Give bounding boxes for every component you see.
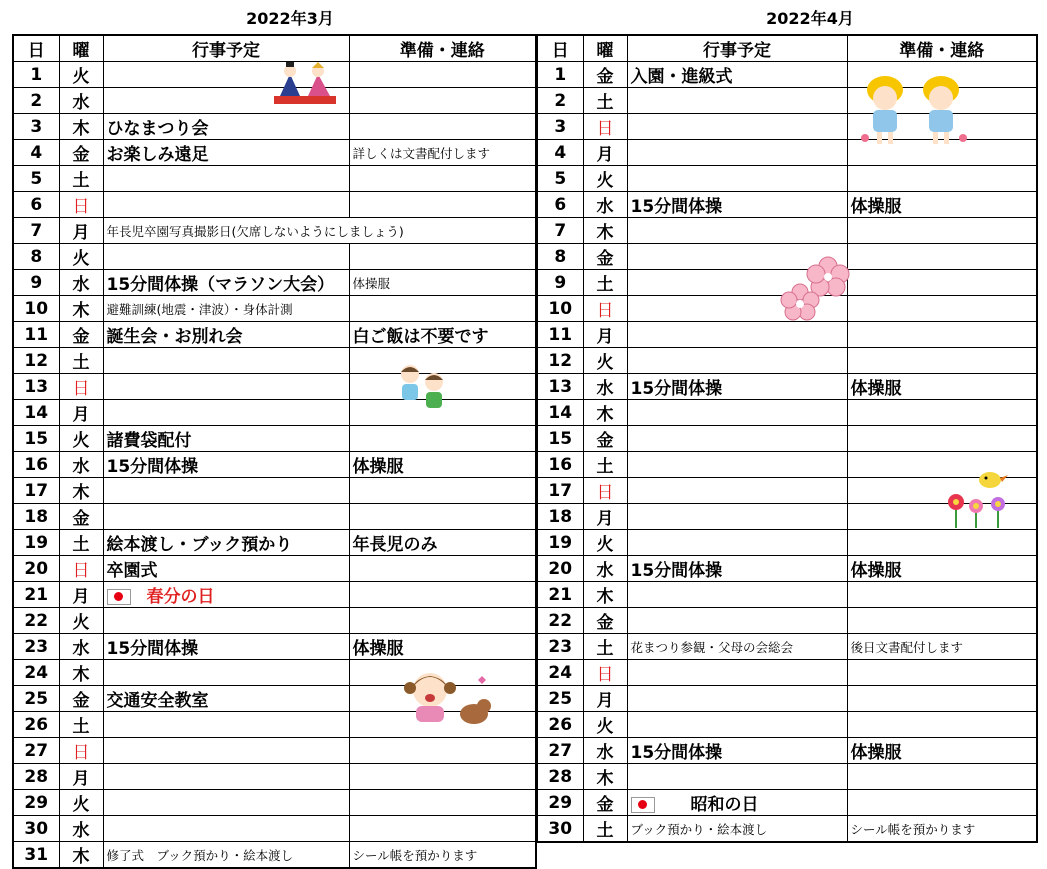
- day-number: 25: [537, 686, 583, 712]
- day-number: 9: [13, 270, 59, 296]
- calendar-row: [537, 764, 1037, 790]
- calendar-row: [13, 322, 536, 348]
- note-cell: [349, 764, 536, 790]
- weekday: 日: [59, 738, 103, 764]
- calendar-row: [537, 660, 1037, 686]
- calendar-row: [13, 166, 536, 192]
- note-cell: 体操服: [847, 374, 1037, 400]
- day-number: 13: [537, 374, 583, 400]
- calendar-row: [537, 400, 1037, 426]
- day-number: 23: [537, 634, 583, 660]
- calendar-row: [13, 244, 536, 270]
- event-cell: 修了式 ブック預かり・絵本渡し: [103, 842, 349, 869]
- calendar-row: [537, 374, 1037, 400]
- day-number: 28: [537, 764, 583, 790]
- april-header-row: [537, 35, 1037, 62]
- event-cell: 15分間体操: [627, 556, 847, 582]
- event-cell: [103, 374, 349, 400]
- day-number: 18: [13, 504, 59, 530]
- hina-dolls-icon: [272, 60, 338, 106]
- day-number: 22: [537, 608, 583, 634]
- weekday: 日: [59, 192, 103, 218]
- event-cell: [627, 764, 847, 790]
- note-cell: シール帳を預かります: [847, 816, 1037, 843]
- weekday: 月: [59, 764, 103, 790]
- event-cell: [627, 400, 847, 426]
- event-cell: [103, 582, 349, 608]
- weekday: 金: [583, 62, 627, 88]
- event-cell: ひなまつり会: [103, 114, 349, 140]
- event-cell: [627, 504, 847, 530]
- day-number: 16: [13, 452, 59, 478]
- event-cell: [103, 244, 349, 270]
- weekday: 土: [583, 452, 627, 478]
- calendar-row: [537, 738, 1037, 764]
- children-walking-icon: [855, 68, 975, 148]
- sakura-flower-icon: [780, 254, 855, 322]
- calendar-row: [13, 426, 536, 452]
- weekday: 金: [583, 426, 627, 452]
- event-cell: [103, 166, 349, 192]
- note-cell: [847, 426, 1037, 452]
- weekday: 水: [59, 452, 103, 478]
- weekday: 火: [583, 712, 627, 738]
- calendar-row: [537, 166, 1037, 192]
- day-number: 6: [537, 192, 583, 218]
- note-cell: [349, 478, 536, 504]
- holiday-label: 昭和の日: [690, 795, 759, 815]
- note-cell: [349, 426, 536, 452]
- note-cell: [349, 62, 536, 88]
- weekday: 金: [59, 504, 103, 530]
- note-cell: [847, 686, 1037, 712]
- weekday: 火: [59, 244, 103, 270]
- day-number: 19: [13, 530, 59, 556]
- day-number: 20: [537, 556, 583, 582]
- calendar-row: [13, 582, 536, 608]
- calendar-row: [537, 556, 1037, 582]
- event-cell: [627, 478, 847, 504]
- event-cell: お楽しみ遠足: [103, 140, 349, 166]
- event-cell: [627, 88, 847, 114]
- april-title: 2022年4月: [766, 9, 854, 28]
- weekday: 月: [59, 582, 103, 608]
- note-cell: 白ご飯は不要です: [349, 322, 536, 348]
- event-cell: [103, 478, 349, 504]
- calendar-row: [13, 842, 536, 869]
- weekday: 土: [583, 88, 627, 114]
- day-number: 21: [537, 582, 583, 608]
- calendar-row: [537, 192, 1037, 218]
- calendar-row: [537, 608, 1037, 634]
- march-title: 2022年3月: [246, 9, 334, 28]
- day-number: 3: [537, 114, 583, 140]
- calendar-row: [13, 114, 536, 140]
- calendar-row: [537, 712, 1037, 738]
- weekday: 火: [59, 790, 103, 816]
- event-cell: 諸費袋配付: [103, 426, 349, 452]
- march-header-row: [13, 35, 536, 62]
- note-cell: [847, 218, 1037, 244]
- children-playing-icon: [394, 362, 450, 412]
- note-cell: [847, 166, 1037, 192]
- calendar-row: [13, 764, 536, 790]
- event-cell: [627, 140, 847, 166]
- day-number: 24: [13, 660, 59, 686]
- note-cell: [847, 660, 1037, 686]
- weekday: 水: [59, 816, 103, 842]
- calendar-row: [13, 608, 536, 634]
- flowers-bird-icon: [938, 466, 1016, 532]
- day-number: 13: [13, 374, 59, 400]
- calendar-row: [13, 738, 536, 764]
- event-cell: [103, 504, 349, 530]
- note-cell: [847, 608, 1037, 634]
- day-number: 26: [13, 712, 59, 738]
- note-cell: 後日文書配付します: [847, 634, 1037, 660]
- note-cell: [349, 114, 536, 140]
- weekday: 火: [59, 608, 103, 634]
- note-cell: 体操服: [349, 452, 536, 478]
- day-number: 26: [537, 712, 583, 738]
- event-cell: [627, 660, 847, 686]
- note-cell: [349, 582, 536, 608]
- day-number: 11: [13, 322, 59, 348]
- day-number: 24: [537, 660, 583, 686]
- day-number: 3: [13, 114, 59, 140]
- weekday: 火: [583, 530, 627, 556]
- weekday: 木: [59, 296, 103, 322]
- calendar-row: [13, 790, 536, 816]
- day-number: 18: [537, 504, 583, 530]
- note-cell: 年長児のみ: [349, 530, 536, 556]
- header-events: 行事予定: [627, 35, 847, 62]
- event-cell: [103, 764, 349, 790]
- header-weekday: 曜: [59, 35, 103, 62]
- header-events: 行事予定: [103, 35, 349, 62]
- weekday: 月: [59, 400, 103, 426]
- day-number: 7: [13, 218, 59, 244]
- weekday: 火: [59, 62, 103, 88]
- weekday: 日: [583, 660, 627, 686]
- calendar-row: [13, 374, 536, 400]
- weekday: 木: [59, 114, 103, 140]
- weekday: 日: [583, 478, 627, 504]
- weekday: 水: [583, 738, 627, 764]
- event-cell: [627, 114, 847, 140]
- weekday: 月: [59, 218, 103, 244]
- note-cell: [847, 270, 1037, 296]
- day-number: 10: [13, 296, 59, 322]
- note-cell: [349, 166, 536, 192]
- weekday: 月: [583, 322, 627, 348]
- event-cell: [627, 452, 847, 478]
- event-cell: [103, 400, 349, 426]
- header-day: 日: [13, 35, 59, 62]
- note-cell: 体操服: [349, 634, 536, 660]
- calendar-row: [13, 504, 536, 530]
- day-number: 4: [13, 140, 59, 166]
- girl-with-dog-icon: [390, 666, 500, 728]
- weekday: 金: [59, 140, 103, 166]
- day-number: 29: [13, 790, 59, 816]
- calendar-row: [13, 400, 536, 426]
- weekday: 金: [583, 790, 627, 816]
- day-number: 17: [537, 478, 583, 504]
- weekday: 水: [59, 634, 103, 660]
- day-number: 7: [537, 218, 583, 244]
- event-cell: [103, 660, 349, 686]
- event-cell: [627, 166, 847, 192]
- note-cell: 体操服: [847, 738, 1037, 764]
- day-number: 5: [13, 166, 59, 192]
- calendar-row: [537, 426, 1037, 452]
- japan-flag-icon: [107, 589, 131, 605]
- calendar-row: [537, 348, 1037, 374]
- calendar-row: [13, 218, 536, 244]
- weekday: 土: [583, 816, 627, 843]
- calendar-row: [13, 270, 536, 296]
- weekday: 金: [59, 322, 103, 348]
- event-cell: 絵本渡し・ブック預かり: [103, 530, 349, 556]
- weekday: 土: [59, 348, 103, 374]
- weekday: 土: [59, 166, 103, 192]
- calendar-row: [537, 530, 1037, 556]
- weekday: 日: [59, 556, 103, 582]
- event-cell: 交通安全教室: [103, 686, 349, 712]
- calendar-row: [13, 348, 536, 374]
- event-cell: 誕生会・お別れ会: [103, 322, 349, 348]
- weekday: 火: [59, 426, 103, 452]
- japan-flag-icon: [631, 797, 655, 813]
- note-cell: [349, 816, 536, 842]
- event-cell: 15分間体操: [627, 738, 847, 764]
- note-cell: [847, 712, 1037, 738]
- weekday: 金: [583, 244, 627, 270]
- note-cell: 体操服: [349, 270, 536, 296]
- day-number: 30: [13, 816, 59, 842]
- note-cell: [847, 790, 1037, 816]
- note-cell: [847, 322, 1037, 348]
- day-number: 6: [13, 192, 59, 218]
- day-number: 1: [537, 62, 583, 88]
- day-number: 27: [537, 738, 583, 764]
- weekday: 水: [583, 556, 627, 582]
- note-cell: [847, 530, 1037, 556]
- note-cell: [847, 348, 1037, 374]
- day-number: 1: [13, 62, 59, 88]
- weekday: 土: [583, 270, 627, 296]
- day-number: 15: [537, 426, 583, 452]
- day-number: 12: [537, 348, 583, 374]
- day-number: 4: [537, 140, 583, 166]
- event-cell: [103, 790, 349, 816]
- weekday: 木: [583, 582, 627, 608]
- note-cell: [349, 738, 536, 764]
- note-cell: [349, 790, 536, 816]
- event-cell: [627, 426, 847, 452]
- day-number: 10: [537, 296, 583, 322]
- day-number: 27: [13, 738, 59, 764]
- weekday: 木: [59, 478, 103, 504]
- weekday: 月: [583, 686, 627, 712]
- note-cell: [349, 88, 536, 114]
- event-cell: 花まつり参観・父母の会総会: [627, 634, 847, 660]
- calendar-row: [13, 816, 536, 842]
- header-notes: 準備・連絡: [847, 35, 1037, 62]
- weekday: 火: [583, 348, 627, 374]
- day-number: 22: [13, 608, 59, 634]
- calendar-row: [13, 452, 536, 478]
- calendar-row: [13, 530, 536, 556]
- calendar-row: [537, 790, 1037, 816]
- day-number: 8: [537, 244, 583, 270]
- event-cell: [103, 348, 349, 374]
- note-cell: [349, 608, 536, 634]
- weekday: 木: [583, 764, 627, 790]
- event-cell: [103, 608, 349, 634]
- weekday: 火: [583, 166, 627, 192]
- note-cell: 詳しくは文書配付します: [349, 140, 536, 166]
- note-cell: [847, 764, 1037, 790]
- day-number: 17: [13, 478, 59, 504]
- april-calendar-table: [536, 34, 1038, 843]
- calendar-row: [13, 192, 536, 218]
- day-number: 5: [537, 166, 583, 192]
- calendar-row: [537, 218, 1037, 244]
- event-cell: 入園・進級式: [627, 62, 847, 88]
- calendar-row: [537, 322, 1037, 348]
- day-number: 23: [13, 634, 59, 660]
- day-number: 2: [537, 88, 583, 114]
- weekday: 木: [59, 842, 103, 869]
- note-cell: [349, 556, 536, 582]
- day-number: 14: [537, 400, 583, 426]
- day-number: 28: [13, 764, 59, 790]
- weekday: 月: [583, 140, 627, 166]
- event-cell: [103, 192, 349, 218]
- day-number: 20: [13, 556, 59, 582]
- day-number: 12: [13, 348, 59, 374]
- event-cell: [103, 712, 349, 738]
- weekday: 水: [59, 270, 103, 296]
- day-number: 2: [13, 88, 59, 114]
- weekday: 木: [583, 218, 627, 244]
- day-number: 15: [13, 426, 59, 452]
- calendar-row: [537, 816, 1037, 843]
- event-cell: 15分間体操: [103, 452, 349, 478]
- weekday: 水: [59, 88, 103, 114]
- calendar-row: [537, 634, 1037, 660]
- event-cell: 卒園式: [103, 556, 349, 582]
- calendar-row: [537, 686, 1037, 712]
- note-cell: [349, 192, 536, 218]
- day-number: 19: [537, 530, 583, 556]
- calendar-row: [537, 582, 1037, 608]
- note-cell: [847, 582, 1037, 608]
- calendar-row: [13, 634, 536, 660]
- day-number: 30: [537, 816, 583, 843]
- calendar-row: [13, 140, 536, 166]
- holiday-label: 春分の日: [146, 587, 215, 607]
- note-cell: [847, 296, 1037, 322]
- event-cell: 15分間体操（マラソン大会）: [103, 270, 349, 296]
- note-cell: [847, 244, 1037, 270]
- weekday: 木: [583, 400, 627, 426]
- weekday: 土: [583, 634, 627, 660]
- day-number: 11: [537, 322, 583, 348]
- march-calendar-table: [12, 34, 537, 869]
- calendar-row: [13, 296, 536, 322]
- event-cell: 15分間体操: [103, 634, 349, 660]
- note-cell: 体操服: [847, 556, 1037, 582]
- day-number: 31: [13, 842, 59, 869]
- event-cell: [627, 530, 847, 556]
- day-number: 21: [13, 582, 59, 608]
- event-cell: 年長児卒園写真撮影日(欠席しないようにしましょう): [103, 218, 536, 244]
- event-cell: 避難訓練(地震・津波）・身体計測: [103, 296, 349, 322]
- event-cell: [627, 218, 847, 244]
- note-cell: [847, 400, 1037, 426]
- note-cell: 体操服: [847, 192, 1037, 218]
- weekday: 土: [59, 530, 103, 556]
- day-number: 25: [13, 686, 59, 712]
- weekday: 金: [583, 608, 627, 634]
- event-cell: [627, 686, 847, 712]
- event-cell: [627, 348, 847, 374]
- day-number: 29: [537, 790, 583, 816]
- note-cell: シール帳を預かります: [349, 842, 536, 869]
- weekday: 木: [59, 660, 103, 686]
- header-day: 日: [537, 35, 583, 62]
- note-cell: [349, 244, 536, 270]
- note-cell: [349, 504, 536, 530]
- event-cell: [627, 582, 847, 608]
- event-cell: [627, 322, 847, 348]
- day-number: 8: [13, 244, 59, 270]
- day-number: 9: [537, 270, 583, 296]
- event-cell: [627, 790, 847, 816]
- weekday: 金: [59, 686, 103, 712]
- weekday: 月: [583, 504, 627, 530]
- day-number: 16: [537, 452, 583, 478]
- day-number: 14: [13, 400, 59, 426]
- weekday: 水: [583, 192, 627, 218]
- header-notes: 準備・連絡: [349, 35, 536, 62]
- weekday: 日: [583, 114, 627, 140]
- weekday: 日: [583, 296, 627, 322]
- note-cell: [349, 296, 536, 322]
- event-cell: [627, 608, 847, 634]
- calendar-row: [13, 478, 536, 504]
- calendar-row: [13, 556, 536, 582]
- event-cell: [103, 738, 349, 764]
- event-cell: [103, 816, 349, 842]
- event-cell: 15分間体操: [627, 192, 847, 218]
- weekday: 水: [583, 374, 627, 400]
- header-weekday: 曜: [583, 35, 627, 62]
- event-cell: 15分間体操: [627, 374, 847, 400]
- weekday: 土: [59, 712, 103, 738]
- weekday: 日: [59, 374, 103, 400]
- event-cell: [627, 712, 847, 738]
- event-cell: ブック預かり・絵本渡し: [627, 816, 847, 843]
